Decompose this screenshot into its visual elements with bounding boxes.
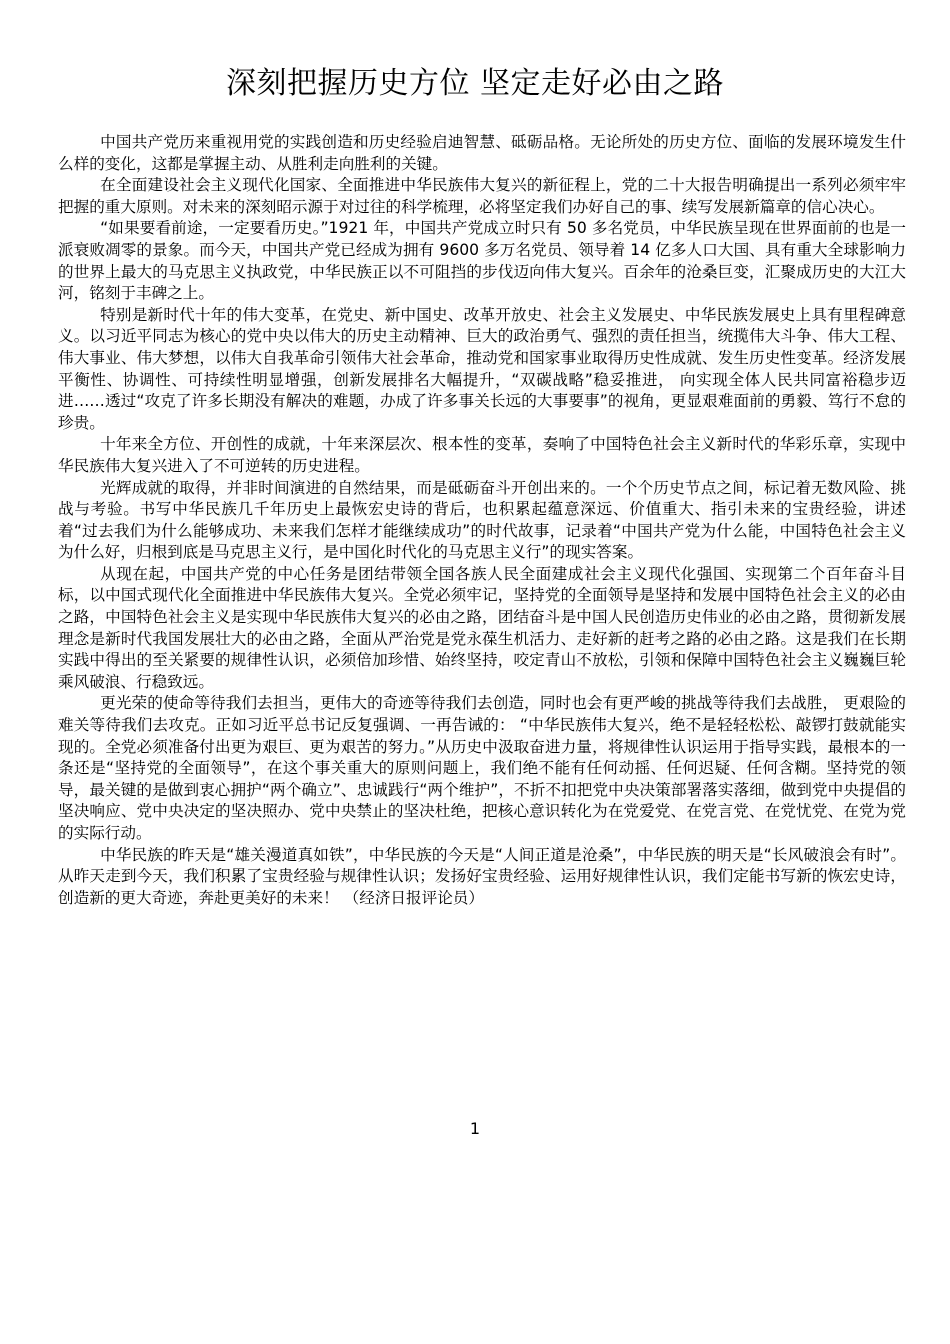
paragraph-2: 在全面建设社会主义现代化国家、全面推进中华民族伟大复兴的新征程上，党的二十大报告明确提出一系列必须牢牢把握的重大原则。对未来的深刻昭示源于对过往的科学梳理，必将坚定我们办好自己的事、续写发展新篇章的信心决心。 (58, 176, 906, 216)
paragraph-5: 十年来全方位、开创性的成就，十年来深层次、根本性的变革，奏响了中国特色社会主义新时代的华彩乐章，实现中华民族伟大复兴进入了不可逆转的历史进程。 (58, 435, 906, 475)
document-title: 深刻把握历史方位 坚定走好必由之路 (225, 66, 725, 101)
article-body (58, 132, 906, 909)
paragraph-7: 从现在起，中国共产党的中心任务是团结带领全国各族人民全面建成社会主义现代化强国、实现第二个百年奋斗目标，以中国式现代化全面推进中华民族伟大复兴。全党必须牢记，坚持党的全面领导是坚持和发展中国特色社会主义的必由之路，中国特色社会主义是实现中华民族伟大复兴的必由之路，团结奋斗是中国人民创造历史伟业的必由之路，贯彻新发展理念是新时代我国发展壮大的必由之路，全面从严治党是党永葆生机活力、走好新的赶考之路的必由之路。这是我们在长期实践中得出的至关紧要的规律性认识，必须倍加珍惜、始终坚持，咬定青山不放松，引领和保障中国特色社会主义巍巍巨轮乘风破浪、行稳致远。 (58, 564, 906, 691)
paragraph-8: 更光荣的使命等待我们去担当，更伟大的奇迹等待我们去创造，同时也会有更严峻的挑战等待我们去战胜， 更艰险的难关等待我们去攻克。正如习近平总书记反复强调、一再告诫的： “中华民族伟大复兴，绝不是轻轻松松、敲锣打鼓就能实现的。全党必须准备付出更为艰巨、更为艰苦的努力。”从历史中汲取奋进力量，将规律性认识运用于指导实践，最根本的一条还是“坚持党的全面领导”，在这个事关重大的原则问题上，我们绝不能有任何动摇、任何迟疑、任何含糊。坚持党的领导，最关键的是做到衷心拥护“两个确立”、忠诚践行“两个维护”，不折不扣把党中央决策部署落实落细，做到党中央提倡的坚决响应、党中央决定的坚决照办、党中央禁止的坚决杜绝，把核心意识转化为在党爱党、在党言党、在党忧党、在党为党的实际行动。 (58, 694, 906, 842)
paragraph-9: 中华民族的昨天是“雄关漫道真如铁”，中华民族的今天是“人间正道是沧桑”，中华民族的明天是“长风破浪会有时”。从昨天走到今天，我们积累了宝贵经验与规律性认识；发扬好宝贵经验、运用好规律性认识，我们定能书写新的恢宏史诗，创造新的更大奇迹，奔赴更美好的未来！ （经济日报评论员） (58, 845, 906, 907)
paragraph-3: “如果要看前途，一定要看历史。”1921 年，中国共产党成立时只有 50 多名党员，中华民族呈现在世界面前的也是一派衰败凋零的景象。而今天，中国共产党已经成为拥有 9600 多万名党员、领导着 14 亿多人口大国、具有重大全球影响力的世界上最大的马克思主义执政党，中华民族正以不可阻挡的步伐迈向伟大复兴。百余年的沧桑巨变，汇聚成历史的大江大河，铭刻于丰碑之上。 (58, 219, 906, 303)
paragraph-1: 中国共产党历来重视用党的实践创造和历史经验启迪智慧、砥砺品格。无论所处的历史方位、面临的发展环境发生什么样的变化，这都是掌握主动、从胜利走向胜利的关键。 (58, 133, 906, 173)
paragraph-6: 光辉成就的取得，并非时间演进的自然结果，而是砥砺奋斗开创出来的。一个个历史节点之间，标记着无数风险、挑战与考验。书写中华民族几千年历史上最恢宏史诗的背后，也积累起蕴意深远、价值重大、指引未来的宝贵经验，讲述着“过去我们为什么能够成功、未来我们怎样才能继续成功”的时代故事，记录着“中国共产党为什么能，中国特色社会主义为什么好，归根到底是马克思主义行，是中国化时代化的马克思主义行”的现实答案。 (58, 478, 906, 562)
paragraph-4: 特别是新时代十年的伟大变革，在党史、新中国史、改革开放史、社会主义发展史、中华民族发展史上具有里程碑意义。以习近平同志为核心的党中央以伟大的历史主动精神、巨大的政治勇气、强烈的责任担当，统揽伟大斗争、伟大工程、伟大事业、伟大梦想，以伟大自我革命引领伟大社会革命，推动党和国家事业取得历史性成就、发生历史性变革。经济发展平衡性、协调性、可持续性明显增强，创新发展排名大幅提升，“双碳战略”稳妥推进， 向实现全体人民共同富裕稳步迈进……透过“攻克了许多长期没有解决的难题，办成了许多事关长远的大事要事”的视角，更显艰难面前的勇毅、笃行不怠的珍贵。 (58, 305, 906, 432)
page-number: 1 (469, 1119, 481, 1138)
